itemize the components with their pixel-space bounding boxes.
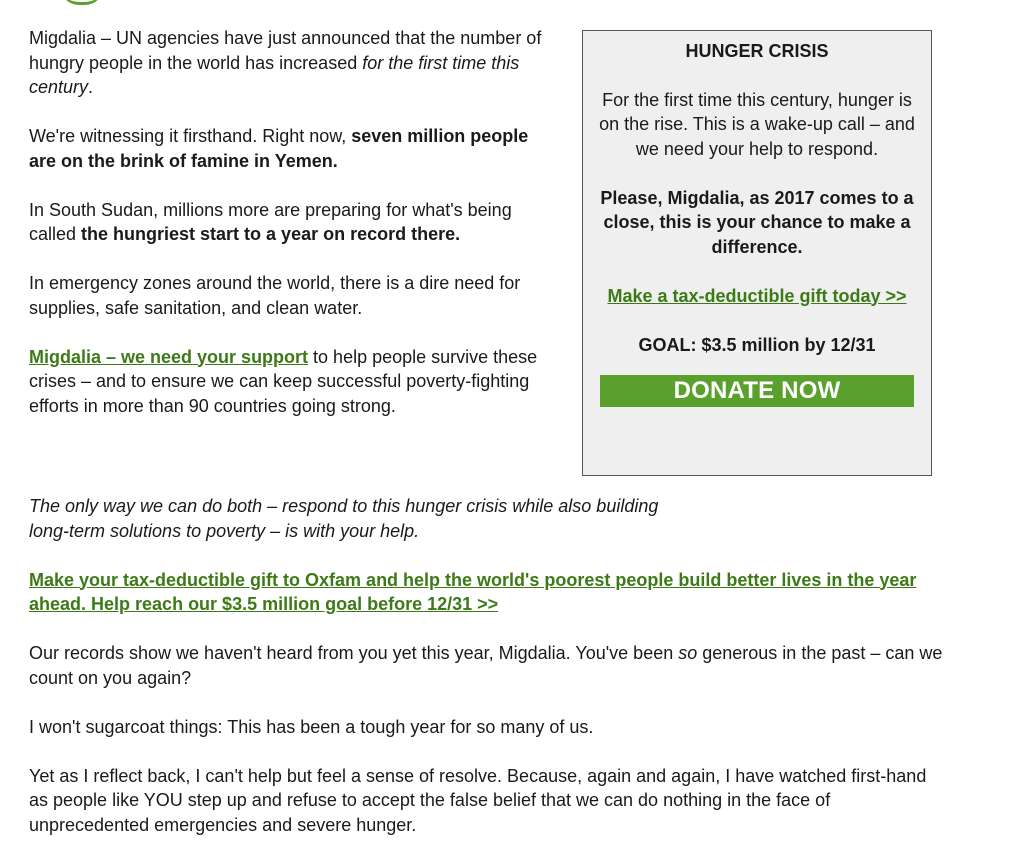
goal-text: GOAL: $3.5 million by 12/31 (638, 334, 876, 355)
paragraph-support (29, 345, 549, 419)
text: In South Sudan, millions more are preparing for what's being called (29, 199, 512, 244)
text: Our records show we haven't heard from you yet this year, Migdalia. You've been (29, 643, 679, 663)
text: We're witnessing it firsthand. Right now, (29, 126, 352, 146)
paragraph-south-sudan (29, 198, 549, 247)
sidebar-title: HUNGER CRISIS (685, 41, 829, 61)
emphasis: seven million people are on the brink of famine in Yemen. (29, 126, 529, 171)
text: Migdalia – UN agencies have just announced that the number of hungry people in the world has increased (29, 28, 542, 73)
emphasis: for the first time this century (29, 52, 520, 97)
hunger-crisis-sidebar (582, 30, 932, 476)
paragraph-sugarcoat: I won't sugarcoat things: This has been a tough year for so many of us. (29, 716, 594, 737)
sidebar-link-paragraph (597, 284, 917, 309)
paragraph-cta (29, 568, 949, 617)
message-body-intro (29, 26, 549, 443)
paragraph-yemen (29, 124, 549, 173)
paragraph-emergency-zones: In emergency zones around the world, there is a dire need for supplies, safe sanitation, and clean water. (29, 273, 521, 318)
sidebar-appeal (597, 186, 917, 260)
text: . (88, 77, 94, 97)
paragraph-only-way (29, 494, 689, 543)
message-body-main (29, 494, 949, 862)
paragraph-resolve: Yet as I reflect back, I can't help but feel a sense of resolve. Because, again and again, I have watched first-hand as people like YOU step up and refuse to accept the false belief that we can do nothing in the face of unprecedented emergencies and severe hunger. (29, 765, 927, 835)
paragraph-records (29, 641, 949, 690)
italic-text: The only way we can do both – respond to this hunger crisis while also building long-term solutions to poverty – is with your help. (29, 496, 659, 541)
text: generous in the past – can we count on you again? (29, 643, 943, 688)
sidebar-gift-link[interactable]: Make a tax-deductible gift today >> (607, 285, 907, 306)
oxfam-gift-link[interactable]: Make your tax-deductible gift to Oxfam and help the world's poorest people build better lives in the year ahead. Help reach our $3.5 million goal before 12/31 >> (29, 569, 917, 614)
emphasis: the hungriest start to a year on record there. (81, 224, 461, 244)
sidebar-text: For the first time this century, hunger is on the rise. This is a wake-up call – and we need your help to respond. (599, 89, 915, 159)
support-link[interactable]: Migdalia – we need your support (29, 346, 309, 367)
paragraph-announcement (29, 26, 549, 100)
text: to help people survive these crises – and to ensure we can keep successful poverty-fighting efforts in more than 90 countries going strong. (29, 346, 538, 416)
emphasis: Please, Migdalia, as 2017 comes to a close, this is your chance to make a difference. (600, 187, 914, 257)
donate-now-button[interactable]: DONATE NOW (600, 375, 914, 407)
oxfam-logo-icon (60, 0, 104, 5)
sidebar-goal (597, 333, 917, 358)
emphasis: so (678, 643, 698, 663)
